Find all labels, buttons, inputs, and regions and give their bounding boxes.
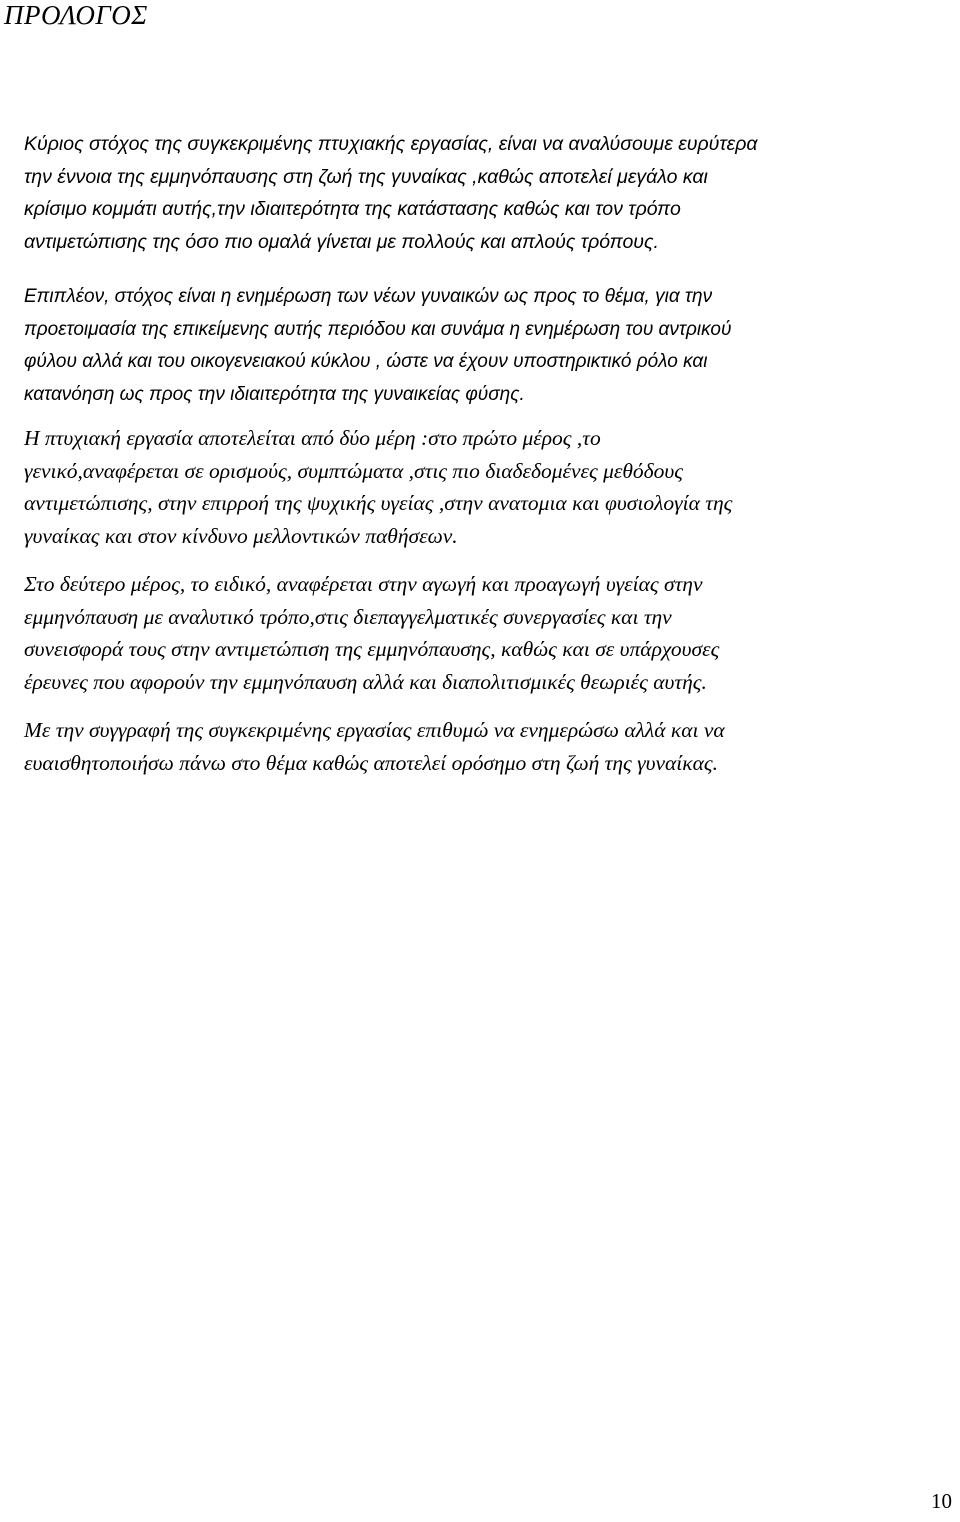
paragraph-closing [4,714,956,779]
paragraph-line: προετοιμασία της επικείμενης αυτής περιόδου και συνάμα η ενημέρωση του αντρικού [24,318,732,340]
paragraph-line: κατανόηση ως προς την ιδιαιτερότητα της γυναικείας φύσης. [24,383,525,405]
paragraph-line: την έννοια της εμμηνόπαυσης στη ζωή της γυναίκας ,καθώς αποτελεί μεγάλο και [24,165,708,188]
paragraph-additional-goal [4,281,956,411]
paragraph-line: Κύριος στόχος της συγκεκριμένης πτυχιακής εργασίας, είναι να αναλύσουμε ευρύτερα [24,133,758,155]
paragraph-line: φύλου αλλά και του οικογενειακού κύκλου , ώστε να έχουν υποστηρικτικό ρόλο και [24,351,708,372]
paragraph-line: ευαισθητοποιήσω πάνω στο θέμα καθώς αποτελεί ορόσημο στη ζωή της γυναίκας. [24,750,718,775]
paragraph-line: Η πτυχιακή εργασία αποτελείται από δύο μέρη :στο πρώτο μέρος ,το [24,426,601,450]
paragraph-line: αντιμετώπισης της όσο πιο ομαλά γίνεται με πολλούς και απλούς τρόπους. [24,230,659,253]
paragraph-line: αντιμετώπισης, στην επιρροή της ψυχικής υγείας ,στην ανατομια και φυσιολογία της [24,491,733,515]
paragraph-line: έρευνες που αφορούν την εμμηνόπαυση αλλά και διαπολιτισμικές θεωριές αυτής. [24,669,707,694]
paragraph-line: εμμηνόπαυση με αναλυτικό τρόπο,στις διεπαγγελματικές συνεργασίες και την [24,604,672,629]
paragraph-line: Επιπλέον, στόχος είναι η ενημέρωση των νέων γυναικών ως προς το θέμα, για την [24,286,713,307]
paragraph-structure [4,422,956,552]
paragraph-line: συνεισφορά τους στην αντιμετώπιση της εμμηνόπαυσης, καθώς και σε υπάρχουσες [24,637,720,661]
paragraph-line: γυναίκας και στον κίνδυνο μελλοντικών παθήσεων. [24,523,458,548]
paragraph-line: Με την συγγραφή της συγκεκριμένης εργασίας επιθυμώ να ενημερώσω αλλά και να [24,718,725,742]
paragraph-line: κρίσιμο κομμάτι αυτής,την ιδιαιτερότητα της κατάστασης καθώς και τον τρόπο [24,198,681,220]
paragraph-main-goal [4,128,956,258]
page-number: 10 [931,1489,952,1513]
paragraph-line: Στο δεύτερο μέρος, το ειδικό, αναφέρεται στην αγωγή και προαγωγή υγείας στην [24,572,703,596]
paragraph-line: γενικό,αναφέρεται σε ορισμούς, συμπτώματα ,στις πιο διαδεδομένες μεθόδους [24,458,684,483]
page-title: ΠΡΟΛΟΓΟΣ [4,0,148,30]
paragraph-second-part [4,568,956,698]
